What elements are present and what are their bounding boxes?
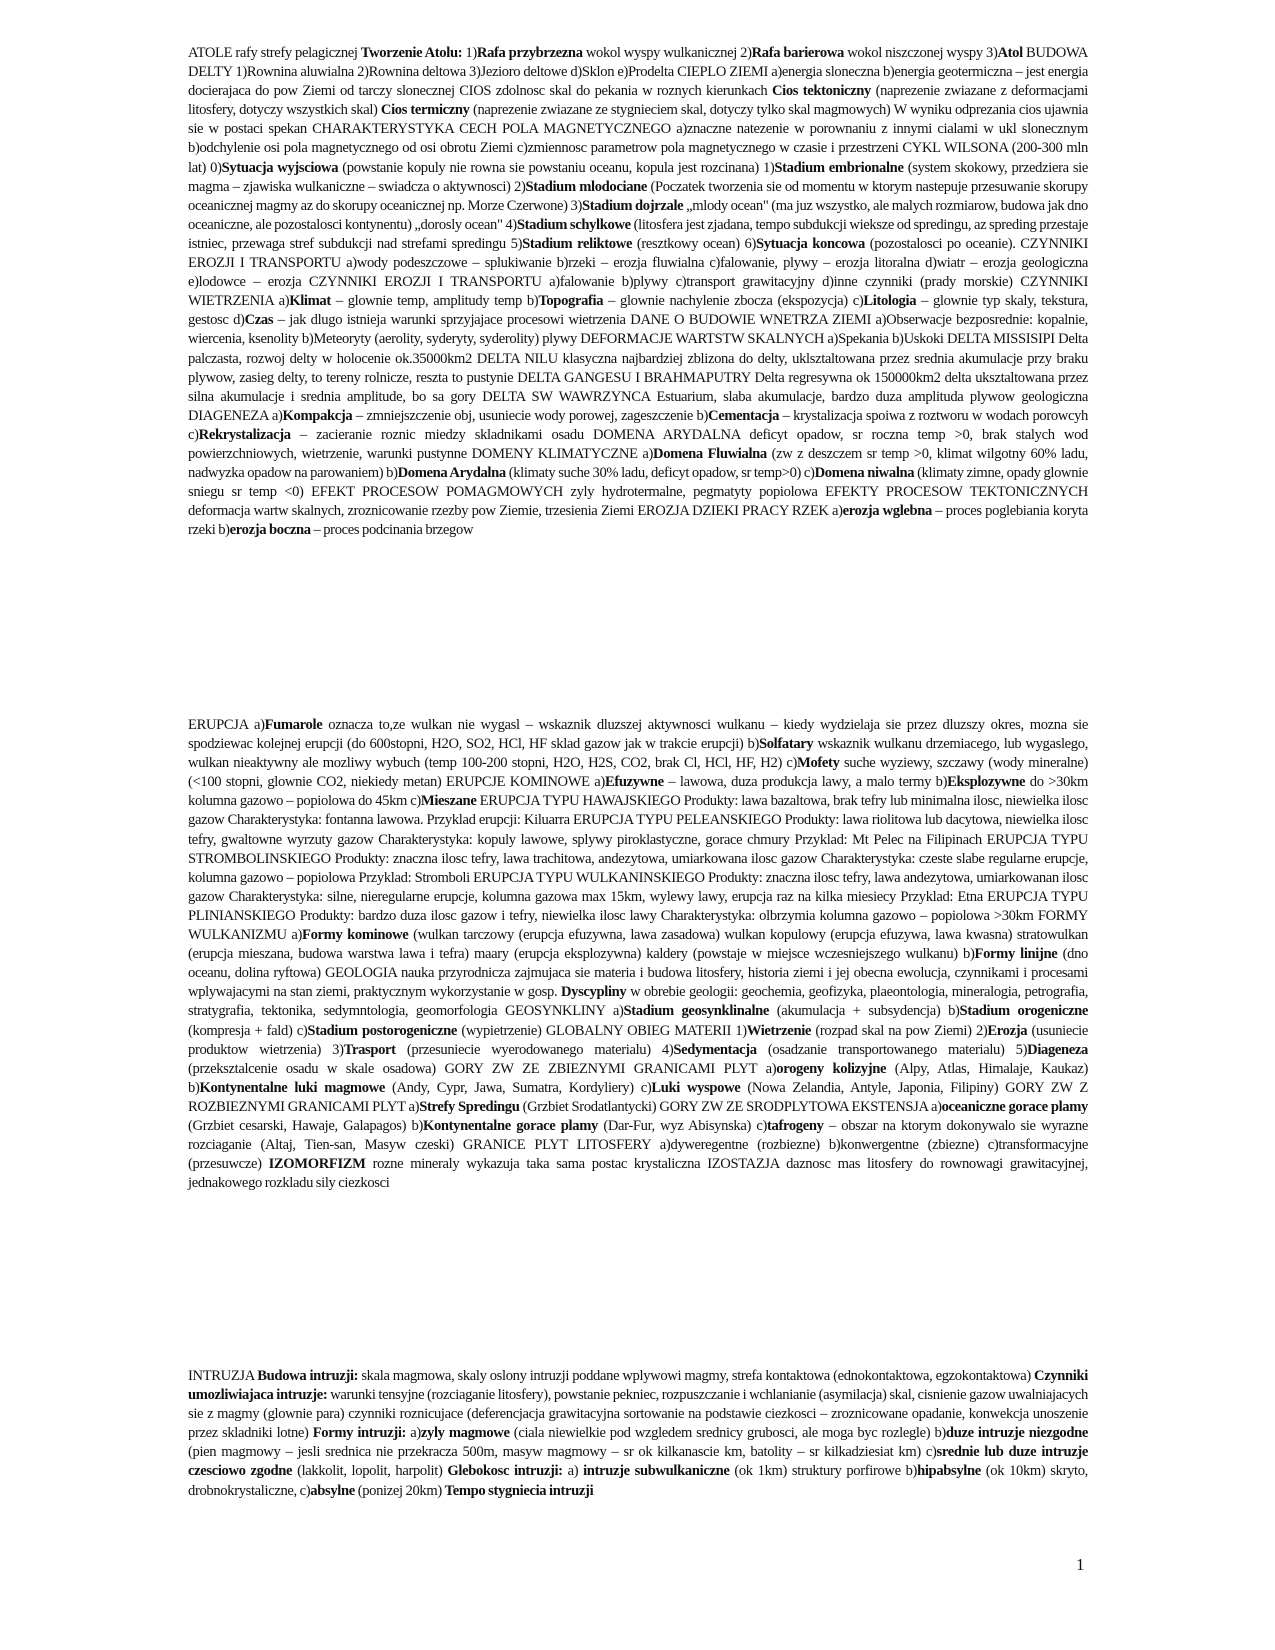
- bold-term: Domena Fluwialna: [653, 445, 767, 462]
- text-run: – glownie typ skaly, tekstura, gestosc d): [188, 293, 1088, 329]
- bold-term: Cementacja: [708, 407, 780, 424]
- bold-term: Formy linijne: [974, 946, 1058, 963]
- text-run: wokol wyspy wulkanicznej 2): [582, 45, 752, 61]
- bold-term: oceaniczne gorace plamy: [941, 1098, 1088, 1115]
- bold-term: Stadium mlodociane: [525, 178, 648, 195]
- text-run: w obrebie geologii: geochemia, geofizyka, plaeontologia, mineralogia, petrografia, stratygrafia, tektonika, sedymntologia, geomorfologia GEOSYNKLINY a): [188, 984, 1088, 1020]
- bold-term: orogeny kolizyjne: [776, 1060, 887, 1077]
- text-run: oznacza to,ze wulkan nie wygasl – wskaznik dluzszej aktywnosci wulkanu – kiedy wydzielaja sie przez dluzszy okres, mozna sie spodziewac kolejnej erupcji (do 600stopni, H2O, SO2, HCl, HF sklad gazow jak w trakcie erupcji) b): [188, 717, 1088, 753]
- text-run: (resztkowy ocean) 6): [632, 235, 756, 252]
- text-run: (Andy, Cypr, Jawa, Sumatra, Kordyliery) c): [384, 1079, 652, 1096]
- text-run: (przeksztalcenie osadu w skale osadowa) GORY ZW ZE ZBIEZNYMI GRANICAMI PLYT a): [188, 1060, 777, 1077]
- bold-term: hipabsylne: [917, 1463, 981, 1480]
- bold-term: Rafa przybrzezna: [476, 45, 583, 61]
- bold-term: Sytuacja wyjsciowa: [221, 159, 339, 176]
- bold-term: Formy kominowe: [302, 927, 409, 944]
- bold-term: Domena Arydalna: [397, 465, 506, 482]
- text-run: (ok 1km) struktury porfirowe b): [729, 1463, 918, 1480]
- text-run: – zmniejszczenie obj, usuniecie wody porowej, zageszczenie b): [352, 407, 709, 424]
- bold-term: Klimat: [289, 293, 331, 310]
- text-run: (lakkolit, lopolit, harpolit): [292, 1463, 448, 1480]
- text-run: (powstanie kopuly nie rowna sie powstaniu oceanu, kopula jest rozcinana) 1): [338, 159, 775, 176]
- bold-term: srednie lub duze intruzje czesciowo zgodne: [188, 1444, 1088, 1480]
- text-run: (pozostalosci po oceanie). CZYNNIKI EROZJI I TRANSPORTU a)wody podeszczowe – splukiwanie b)rzeki – erozja fluwialna c)falowanie, plywy – erozja litoralna d)wiatr – erozja geologiczna e)lodowce – erozja CZYNNIKI EROZJI I TRANSPORTU a)falowanie b)plywy c)transport grawitacyjny d)inne czynniki (prady morskie) CZYNNIKI WIETRZENIA a): [188, 235, 1089, 310]
- text-run: (akumulacja + subsydencja) b): [769, 1003, 960, 1020]
- bold-term: Kontynentalne luki magmowe: [199, 1079, 385, 1096]
- text-run: – glownie nachylenie zbocza (ekspozycja) c): [603, 293, 864, 310]
- text-run: (Poczatek tworzenia sie od momentu w ktorym nastepuje przesuwanie skorupy oceanicznej magmy az do skorupy oceanicznej np. Morze Czerwone) 3): [188, 178, 1088, 214]
- text-run: (osadzanie transportowanego materialu) 5): [756, 1041, 1028, 1058]
- text-run: (usuniecie produktow wietrzenia) 3): [188, 1022, 1088, 1058]
- text-run: – zacieranie roznic miedzy skladnikami osadu DOMENA ARYDALNA deficyt opadow, sr roczna temp >0, brak stalych wod powierzchniowych, wietrzenie, warunki pustynne DOMENY KLIMATYCZNE a): [188, 426, 1088, 462]
- bold-term: Stadium embrionalne: [774, 159, 904, 176]
- text-run: wskaznik wulkanu drzemiacego, lub wygaslego, wulkan nieaktywny ale mozliwy wybuch (temp 100-200 stopni, H2O, H2S, CO2, brak Cl, HCl, HF, H2) c): [188, 736, 1088, 772]
- text-run: (Alpy, Atlas, Himalaje, Kaukaz) b): [188, 1060, 1088, 1096]
- bold-term: intruzje subwulkaniczne: [583, 1463, 730, 1480]
- bold-term: Glebokosc intruzji:: [447, 1463, 563, 1480]
- bold-term: Cios tektoniczny: [771, 83, 871, 100]
- text-run: (dno oceanu, dolina ryftowa) GEOLOGIA nauka przyrodnicza zajmujaca sie materia i budowa litosfery, historia ziemi i jej obecna ewolucja, czynnikami i procesami wplywajacymi na stan ziemi, praktycznym wykorzystanie w gosp.: [188, 946, 1088, 1001]
- text-run: (naprezenie zwiazane z deformacjami litosfery, dotyczy wszystkich skal): [188, 83, 1088, 119]
- text-run: suche wyziewy, szczawy (wody mineralne) (<100 stopni, glownie CO2, niekiedy metan) ERUPCJE KOMINOWE a): [188, 755, 1088, 791]
- bold-term: Mofety: [797, 755, 840, 772]
- text-run: (litosfera jest zjadana, tempo subdukcji wieksze od spredingu, az spreding przestaje istniec, przewaga stref subdukcji nad strefami spredingu 5): [188, 216, 1088, 252]
- text-run: – obszar na ktorym dokonywalo sie wyrazne rozciaganie (Altaj, Tien-san, Masyw czeski) GRANICE PLYT LITOSFERY a)dyweregentne (rozbiezne) b)konwergentne (zbiezne) c)transformacyjne (przesuwcze): [188, 1117, 1088, 1173]
- text-run: (rozpad skal na pow Ziemi) 2): [811, 1022, 988, 1039]
- text-run: a): [562, 1463, 584, 1480]
- text-run: (naprezenie zwiazane ze stygnieciem skal, dotyczy tylko skal magmowych) W wyniku odprezania cios ujawnia sie w postaci spekan CHARAKTERYSTYKA CECH POLA MAGNETYCZNEGO a)znaczne natezenie w porownaniu z innymi cialami w ukl slonecznym b)odchylenie osi pola magnetycznego od osi obrotu Ziemi c)zmiennosc parametrow pola magnetycznego w czasie i przestrzeni CYKL WILSONA (200-300 mln lat) 0): [188, 102, 1089, 176]
- bold-term: Efuzywne: [604, 774, 664, 791]
- bold-term: Luki wyspowe: [651, 1079, 741, 1096]
- paragraph-intrusion-notes: [188, 1367, 1088, 1501]
- text-run: – jak dlugo istnieja warunki sprzyjajace procesowi wietrzenia DANE O BUDOWIE WNETRZA ZIEMI a)Obserwacje bezposrednie: kopalnie, wiercenia, ksenolity b)Meteoryty (aerolity, syderyty, syderolity) plywy DEFORMACJE WARTSTW SKALNYCH a)Spekania b)Uskoki DELTA MISSISIPI Delta palczasta, rozwoj delty w holocenie ok.35000km2 DELTA NILU klasyczna najbardziej zblizona do delty, uklsztaltowana przez srednia akumulacje przy braku plywow, zasieg delty, to tereny rolnicze, reszta to pustynie DELTA GANGESU I BRAHMAPUTRY Delta regresywna ok 150000km2 delta uksztaltowana przez silna akumulacje i srednia amplitude, bo sa gory DELTA SW WAWRZYNCA Estuarium, slaba akumulacje, bardzo duza amplituda plywow geologiczna DIAGENEZA a): [188, 312, 1088, 424]
- bold-term: Erozja: [987, 1022, 1028, 1039]
- text-run: (ponizej 20km): [354, 1482, 445, 1499]
- text-run: (przesuniecie wyerodowanego materialu) 4): [395, 1041, 674, 1058]
- bold-term: Stadium orogeniczne: [959, 1003, 1088, 1020]
- text-run: (kompresja + fald) c): [188, 1022, 308, 1039]
- bold-term: Cios termiczny: [380, 102, 470, 119]
- bold-term: Dyscypliny: [560, 984, 627, 1001]
- text-run: – proces podcinania brzegow: [310, 522, 474, 539]
- text-run: (ok 10km) skryto, drobnokrystaliczne, c): [188, 1463, 1088, 1499]
- bold-term: Sedymentacja: [673, 1041, 757, 1058]
- text-run: ATOLE rafy strefy pelagicznej: [188, 45, 361, 61]
- bold-term: Czas: [244, 312, 274, 329]
- bold-term: Rekrystalizacja: [198, 426, 291, 443]
- bold-term: erozja wglebna: [842, 503, 933, 520]
- bold-term: zyly magmowe: [420, 1425, 510, 1442]
- text-run: a): [406, 1425, 421, 1442]
- text-run: (zw z deszczem sr temp >0, klimat wilgotny 60% ladu, nadwyzka opadow na parowaniem) b): [188, 445, 1088, 482]
- page-number: 1: [1076, 1555, 1085, 1574]
- paragraph-geomorphology-notes: [188, 44, 1088, 540]
- bold-term: Solfatary: [758, 736, 814, 753]
- bold-term: Stadium schylkowe: [516, 216, 631, 233]
- bold-term: Diageneza: [1027, 1041, 1089, 1058]
- text-run: 1): [462, 45, 477, 61]
- bold-term: Budowa intruzji:: [257, 1368, 359, 1384]
- text-run: BUDOWA DELTY 1)Rownina aluwialna 2)Rownina deltowa 3)Jezioro deltowe d)Sklon e)Prodelta CIEPLO ZIEMI a)energia sloneczna b)energia geotermiczna – jest energia docierajaca do pow Ziemi od tarczy slonecznej CIOS zdolnosc skal do pekania w roznych kierunkach: [188, 45, 1088, 100]
- text-run: (Nowa Zelandia, Antyle, Japonia, Filipiny) GORY ZW Z ROZBIEZNYMI GRANICAMI PLYT a): [188, 1079, 1088, 1115]
- bold-term: Sytuacja koncowa: [755, 235, 865, 252]
- text-run: – glownie temp, amplitudy temp b): [330, 293, 539, 310]
- text-run: (pien magmowy – jesli srednica nie przekracza 500m, masyw magmowy – sr ok kilkanascie km, batolity – sr kilkadziesiat km) c): [188, 1444, 937, 1461]
- bold-term: Stadium geosynklinalne: [623, 1003, 770, 1020]
- bold-term: absylne: [310, 1482, 355, 1499]
- text-run: ERUPCJA a): [188, 717, 265, 733]
- bold-term: Rafa barierowa: [751, 45, 845, 61]
- bold-term: duze intruzje niezgodne: [945, 1425, 1089, 1442]
- text-run: do >30km kolumna gazowo – popiolowa do 45km c): [188, 774, 1089, 810]
- text-run: (wypietrzenie) GLOBALNY OBIEG MATERII 1): [457, 1022, 747, 1039]
- bold-term: Fumarole: [264, 717, 323, 733]
- text-run: rozne mineraly wykazuja taka sama postac krystaliczna IZOSTAZJA daznosc mas litosfery do rownowagi grawitacyjnej, jednakowego rozkladu sily ciezkosci: [188, 1156, 1088, 1192]
- bold-term: Atol: [997, 45, 1023, 61]
- text-run: (wulkan tarczowy (erupcja efuzywna, lawa zasadowa) wulkan kopulowy (erupcja efuzywa, lawa kwasna) stratowulkan (erupcja mieszana, budowa warstwa lawa i tefra) maary (erupcja eksplozywna) kaldery (powstaje w miejsce wczesniejszego wulkanu) b): [188, 927, 1089, 963]
- bold-term: Stadium postorogeniczne: [307, 1022, 458, 1039]
- bold-term: Tworzenie Atolu:: [360, 45, 463, 61]
- bold-term: Stadium reliktowe: [522, 235, 633, 252]
- text-run: (klimaty zimne, opady glownie sniegu sr temp <0) EFEKT PROCESOW POMAGMOWYCH zyly hydrotermalne, pegmatyty popiolowa EFEKTY PROCESOW TEKTONICZNYCH deformacja wartw skalnych, zroznicowanie rzezby pow Ziemie, trzesienia Ziemi EROZJA DZIEKI PRACY RZEK a): [188, 465, 1089, 520]
- text-run: (klimaty suche 30% ladu, deficyt opadow, sr temp>0) c): [505, 465, 815, 482]
- text-run: INTRUZJA: [188, 1368, 258, 1384]
- bold-term: Mieszane: [420, 793, 477, 810]
- bold-term: IZOMORFIZM: [268, 1156, 366, 1173]
- bold-term: Stadium dojrzale: [581, 197, 684, 214]
- text-run: (Dar-Fur, wyz Abisynska) c): [597, 1117, 767, 1134]
- text-run: ERUPCJA TYPU HAWAJSKIEGO Produkty: lawa bazaltowa, brak tefry lub minimalna ilosc, niewielka ilosc gazow Charakterystyka: fontanna lawowa. Przyklad erupcji: Kiluarra ERUPCJA TYPU PELEANSKIEGO Produkty: lawa riolitowa lub dacytowa, niewielka ilosc tefry, gwaltowne wyrzuty gazow Charakterystyka: kopuly lawowe, splywy piroklastyczne, gorace chmury Przyklad: Mt Pelec na Filipinach ERUPCJA TYPU STROMBOLINSKIEGO Produkty: znaczna ilosc tefry, lawa trachitowa, andezytowa, umiarkowana ilosc gazow Charakterystyka: czeste slabe regularne erupcje, kolumna gazowo – popiolowa Przyklad: Stromboli ERUPCJA TYPU WULKANINSKIEGO Produkty: znaczna ilosc tefry, lawa andezytowa, umiarkowanan ilosc gazow Charakterystyka: silne, nieregularne erupcje, kolumna gazowa max 15km, wylewy lawy, erupcja raz na kilka miesiecy Przyklad: Etna ERUPCJA TYPU PLINIANSKIEGO Produkty: bardzo duza ilosc gazow i tefry, niewielka ilosc lawy Charakterystyka: olbrzymia kolumna gazowo – popiolowa >30km FORMY WULKANIZMU a): [188, 793, 1088, 944]
- text-run: – lawowa, duza produkcja lawy, a malo termy b): [663, 774, 948, 791]
- text-run: (Grzbiet cesarski, Hawaje, Galapagos) b): [188, 1117, 423, 1134]
- bold-term: Formy intruzji:: [312, 1425, 407, 1442]
- bold-term: Strefy Spredingu: [419, 1098, 520, 1115]
- text-run: warunki tensyjne (rozciaganie litosfery), powstanie pekniec, rozpuszczanie i wchlanianie (asymilacja) skal, cisnienie gazow uwalniajacych sie z magmy (glownie para) czynniki roznicujace (deferencjacja grawitacyjna sortowanie na podstawie ciezkosci – zroznicowane opadanie, konwekcja unoszenie przez skladniki lotne): [188, 1387, 1088, 1442]
- bold-term: Domena niwalna: [814, 465, 915, 482]
- bold-term: Tempo stygniecia intruzji: [444, 1482, 594, 1499]
- bold-term: Kompakcja: [282, 407, 353, 424]
- text-run: (Grzbiet Srodatlantycki) GORY ZW ZE SRODPLYTOWA EKSTENSJA a): [519, 1098, 942, 1115]
- bold-term: Wietrzenie: [746, 1022, 812, 1039]
- bold-term: Trasport: [343, 1041, 396, 1058]
- text-run: (ciala niewielkie pod wzgledem srednicy grubosci, ale moga byc rozlegle) b): [509, 1425, 946, 1442]
- paragraph-volcanism-notes: [188, 716, 1088, 1193]
- text-run: wokol niszczonej wyspy 3): [844, 45, 998, 61]
- text-run: (system skokowy, przedziera sie magma – zjawiska wulkaniczne – swiadcza o aktywnosci) 2): [188, 159, 1088, 195]
- bold-term: Litologia: [863, 293, 917, 310]
- bold-term: Kontynentalne gorace plamy: [422, 1117, 598, 1134]
- bold-term: erozja boczna: [229, 522, 311, 539]
- bold-term: Eksplozywne: [947, 774, 1026, 791]
- text-run: skala magmowa, skaly oslony intruzji poddane wplywowi magmy, strefa kontaktowa (ednokontaktowa, egzokontaktowa): [358, 1368, 1035, 1384]
- bold-term: tafrogeny: [767, 1117, 824, 1134]
- text-run: – krystalizacja spoiwa z roztworu w wodach porowcyh c): [188, 407, 1088, 443]
- bold-term: Czynniki umozliwiajaca intruzje:: [188, 1368, 1088, 1404]
- text-run: – proces poglebiania koryta rzeki b): [188, 503, 1088, 539]
- text-run: „mlody ocean" (ma juz wszystko, ale malych rozmiarow, budowa jak dno oceaniczne, ale pozostalosci kontynentu) „dorosly ocean" 4): [188, 197, 1088, 233]
- bold-term: Topografia: [538, 293, 604, 310]
